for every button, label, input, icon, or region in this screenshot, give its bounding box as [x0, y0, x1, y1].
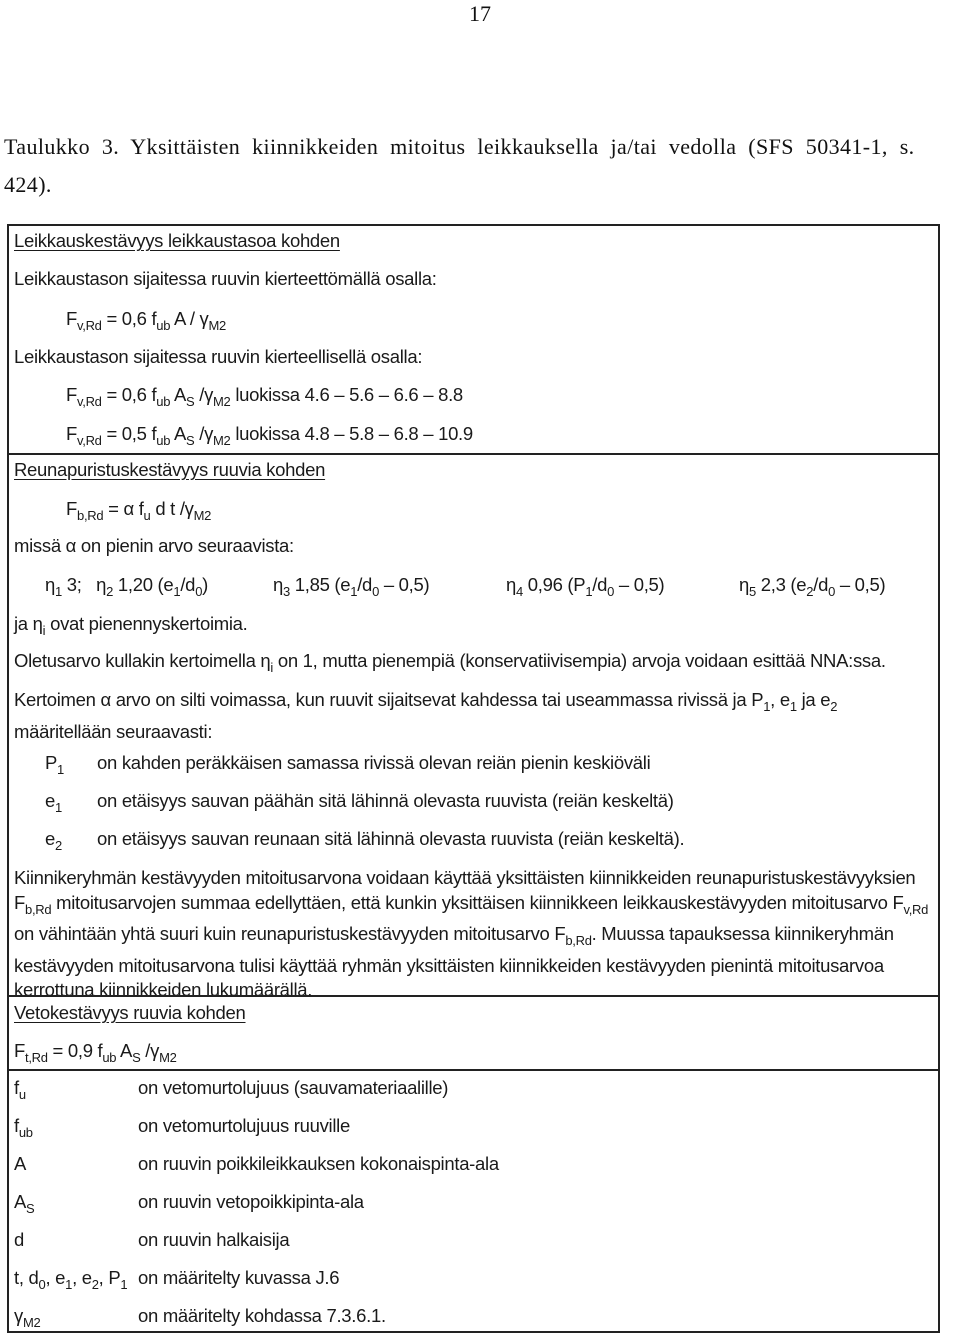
e2-symbol: $e_2$	[45, 828, 62, 853]
page-number: 17	[469, 1, 491, 26]
eta-note: ja $\eta_i$ ovat pienennyskertoimia.	[14, 613, 248, 638]
bearing-heading: Reunapuristuskestävyys ruuvia kohden	[14, 459, 326, 480]
eta3: $\eta_3$ 1,85 $(e_1/d_0 - 0,5)$	[273, 574, 430, 599]
shear-unthreaded-label: Leikkaustason sijaitessa ruuvin kierteettömällä osalla:	[14, 268, 437, 289]
symbol-gamma-m2-description: on määritelty kohdassa 7.3.6.1.	[138, 1305, 386, 1326]
symbol-fu-description: on vetomurtolujuus (sauvamateriaalille)	[138, 1077, 449, 1098]
bolt-design-table	[7, 224, 940, 1333]
section-divider	[9, 1069, 938, 1071]
tension-formula: $F_{t,Rd} = 0,9$ $f_{ub}$ $A_S$ $/\gamma_{M2}$	[14, 1040, 177, 1065]
default-value-note: Oletusarvo kullakin kertoimella $\eta_i$ on 1, mutta pienempiä (konservatiivisempia) arvoja voidaan esittää NNA:ssa.	[14, 650, 886, 675]
symbol-d-description: on ruuvin halkaisija	[138, 1229, 290, 1250]
symbol-as-description: on ruuvin vetopoikkipinta-ala	[138, 1191, 364, 1212]
p1-symbol: $P_1$	[45, 752, 64, 777]
eta5: $\eta_5$ 2,3 $(e_2/d_0 - 0,5)$	[739, 574, 886, 599]
symbol-fu: $f_u$	[14, 1077, 26, 1102]
shear-formula-46: $F_{v,Rd} = 0,6$ $f_{ub}$ $A_S$ $/\gamma_{M2}$ luokissa 4.6 – 5.6 – 6.6 – 8.8	[66, 384, 463, 409]
shear-formula-48: $F_{v,Rd} = 0,5$ $f_{ub}$ $A_S$ $/\gamma_{M2}$ luokissa 4.8 – 5.8 – 6.8 – 10.9	[66, 423, 473, 448]
symbol-fub: $f_{ub}$	[14, 1115, 33, 1140]
symbol-a-description: on ruuvin poikkileikkauksen kokonaispinta-ala	[138, 1153, 499, 1174]
eta1-eta2: $\eta_1$ 3; $\eta_2$ 1,20 $(e_1/d_0)$	[45, 574, 208, 599]
symbol-d: d	[14, 1229, 24, 1250]
shear-unthreaded-formula: $F_{v,Rd} = 0,6$ $f_{ub}$ A / $\gamma_{M2}$	[66, 308, 226, 333]
shear-heading: Leikkauskestävyys leikkaustasoa kohden	[14, 230, 340, 251]
alpha-validity-note: Kertoimen α arvo on silti voimassa, kun ruuvit sijaitsevat kahdessa tai useammassa rivissä ja $P_1$, $e_1$ ja $e_2$ määritellään seuraavasti:	[14, 689, 838, 742]
section-divider	[9, 453, 938, 455]
e1-symbol: $e_1$	[45, 790, 62, 815]
symbol-as: $A_S$	[14, 1191, 35, 1216]
symbol-geometry-description: on määritelty kuvassa J.6	[138, 1267, 340, 1288]
alpha-intro: missä α on pienin arvo seuraavista:	[14, 535, 294, 556]
table-caption: Taulukko 3. Yksittäisten kiinnikkeiden mitoitus leikkauksella ja/tai vedolla (SFS 50341-1, s. 424).	[4, 134, 915, 197]
e1-description: on etäisyys sauvan päähän sitä lähinnä olevasta ruuvista (reiän keskeltä)	[97, 790, 674, 811]
p1-description: on kahden peräkkäisen samassa rivissä olevan reiän pienin keskiöväli	[97, 752, 651, 773]
shear-threaded-label: Leikkaustason sijaitessa ruuvin kierteellisellä osalla:	[14, 346, 423, 367]
tension-heading: Vetokestävyys ruuvia kohden	[14, 1002, 246, 1023]
group-resistance-note: Kiinnikeryhmän kestävyyden mitoitusarvona voidaan käyttää yksittäisten kiinnikkeiden reunapuristuskestävyyksien $F_{b,Rd}$ mitoitusarvojen summaa edellyttäen, että kunkin yksittäisen kiinnikkeen leikkauskestävyyden mitoitusarvo $F_{v,Rd}$ on vähintään yhtä suuri kuin reunapuristuskestävyyden mitoitusarvo $F_{b,Rd}$. Muussa tapauksessa kiinnikeryhmän kestävyyden mitoitusarvona tulisi käyttää ryhmän yksittäisten kiinnikkeiden kestävyyden pienintä mitoitusarvoa kerrottuna kiinnikkeiden lukumäärällä.	[14, 867, 929, 1000]
symbol-fub-description: on vetomurtolujuus ruuville	[138, 1115, 350, 1136]
section-divider	[9, 995, 938, 997]
bearing-formula: $F_{b,Rd} = \alpha$ $f_u$ d t $/\gamma_{M2}$	[66, 498, 212, 523]
eta4: $\eta_4$ 0,96 $(P_1/d_0 - 0,5)$	[506, 574, 665, 599]
e2-description: on etäisyys sauvan reunaan sitä lähinnä olevasta ruuvista (reiän keskeltä).	[97, 828, 685, 849]
symbol-a: A	[14, 1153, 27, 1174]
symbol-geometry: t, $d_0$, $e_1$, $e_2$, $P_1$	[14, 1267, 128, 1292]
symbol-gamma-m2: $\gamma_{M2}$	[14, 1305, 41, 1330]
